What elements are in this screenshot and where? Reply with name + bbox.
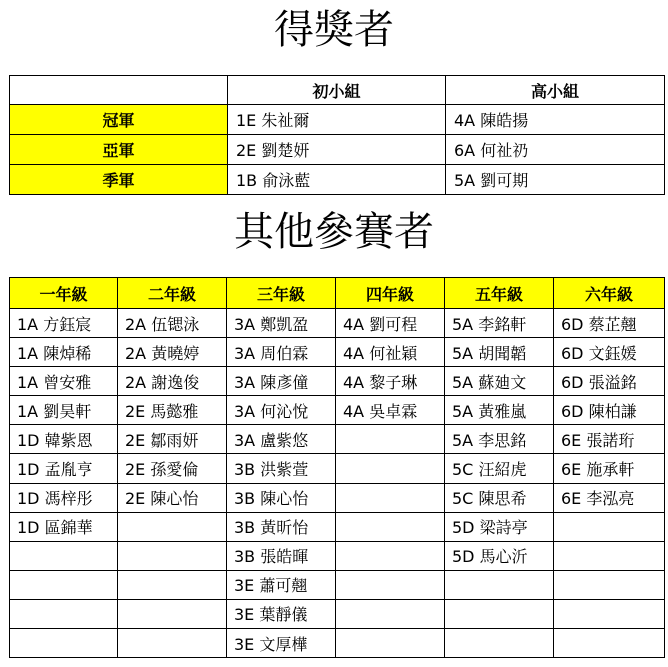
winners-title: 得獎者 bbox=[274, 7, 394, 53]
participant-cell: 3E 文厚樺 bbox=[227, 629, 336, 658]
participant-cell bbox=[10, 570, 118, 599]
participant-cell: 3B 洪紫萱 bbox=[227, 454, 336, 483]
winners-header-row bbox=[10, 76, 665, 105]
winners-row bbox=[10, 135, 665, 165]
participant-cell bbox=[10, 629, 118, 658]
participant-cell: 1D 區錦華 bbox=[10, 512, 118, 541]
participant-cell bbox=[336, 425, 445, 454]
winners-row bbox=[10, 105, 665, 135]
participant-row bbox=[10, 396, 665, 425]
participant-cell: 5A 胡聞韜 bbox=[445, 338, 554, 367]
participant-cell bbox=[554, 570, 665, 599]
place-cell: 冠軍 bbox=[10, 105, 228, 135]
participant-cell: 6E 張諾珩 bbox=[554, 425, 665, 454]
participant-cell: 1A 陳焯稀 bbox=[10, 338, 118, 367]
participant-cell: 1A 方鈺宸 bbox=[10, 309, 118, 338]
participant-cell bbox=[336, 483, 445, 512]
participant-cell bbox=[445, 599, 554, 628]
senior-winner-cell: 5A 劉可期 bbox=[446, 165, 665, 195]
participant-cell: 5C 汪紹虎 bbox=[445, 454, 554, 483]
participant-cell: 6D 陳柏謙 bbox=[554, 396, 665, 425]
winners-header-senior: 高小組 bbox=[446, 76, 665, 105]
grade-header-3: 三年級 bbox=[227, 278, 336, 309]
participant-cell: 6E 施承軒 bbox=[554, 454, 665, 483]
participant-cell: 1D 韓紫恩 bbox=[10, 425, 118, 454]
participant-cell: 1D 馮梓彤 bbox=[10, 483, 118, 512]
participant-cell: 3A 何沁悅 bbox=[227, 396, 336, 425]
participant-cell: 5D 馬心沂 bbox=[445, 541, 554, 570]
participant-cell: 6D 張溢銘 bbox=[554, 367, 665, 396]
participant-cell: 5A 黃雅嵐 bbox=[445, 396, 554, 425]
participant-cell: 1D 孟胤亨 bbox=[10, 454, 118, 483]
place-cell: 季軍 bbox=[10, 165, 228, 195]
participant-cell: 5A 蘇廸文 bbox=[445, 367, 554, 396]
participant-cell: 2A 謝逸俊 bbox=[118, 367, 227, 396]
participant-cell: 3A 陳彥僮 bbox=[227, 367, 336, 396]
participant-row bbox=[10, 512, 665, 541]
participant-cell: 6E 李泓亮 bbox=[554, 483, 665, 512]
participant-cell bbox=[336, 629, 445, 658]
junior-winner-cell: 2E 劉楚妍 bbox=[228, 135, 446, 165]
senior-winner-cell: 6A 何祉礽 bbox=[446, 135, 665, 165]
participant-cell bbox=[10, 541, 118, 570]
participant-cell bbox=[336, 454, 445, 483]
participant-cell bbox=[445, 570, 554, 599]
grade-header-6: 六年級 bbox=[554, 278, 665, 309]
winners-header-blank bbox=[10, 76, 228, 105]
participant-row bbox=[10, 425, 665, 454]
participant-row bbox=[10, 541, 665, 570]
participant-cell: 2E 孫愛倫 bbox=[118, 454, 227, 483]
participant-cell: 5A 李銘軒 bbox=[445, 309, 554, 338]
participant-cell: 3B 黃昕怡 bbox=[227, 512, 336, 541]
participant-row bbox=[10, 483, 665, 512]
participant-row bbox=[10, 599, 665, 628]
winners-row bbox=[10, 165, 665, 195]
participant-cell: 1A 曾安雅 bbox=[10, 367, 118, 396]
participant-row bbox=[10, 454, 665, 483]
participant-cell: 2E 馬懿雅 bbox=[118, 396, 227, 425]
participant-cell: 4A 何祉穎 bbox=[336, 338, 445, 367]
other-participants-title: 其他參賽者 bbox=[234, 209, 434, 255]
participant-cell bbox=[554, 599, 665, 628]
participant-cell bbox=[554, 541, 665, 570]
participant-cell: 5D 梁詩亭 bbox=[445, 512, 554, 541]
grade-header-4: 四年級 bbox=[336, 278, 445, 309]
other-participants-header-row bbox=[10, 278, 665, 309]
winners-header-junior: 初小組 bbox=[228, 76, 446, 105]
participant-cell: 2E 陳心怡 bbox=[118, 483, 227, 512]
participant-cell: 2A 伍锶泳 bbox=[118, 309, 227, 338]
participant-cell bbox=[336, 599, 445, 628]
junior-winner-cell: 1B 俞泳藍 bbox=[228, 165, 446, 195]
participant-cell bbox=[118, 541, 227, 570]
participant-cell bbox=[336, 512, 445, 541]
participant-cell bbox=[118, 629, 227, 658]
participant-cell: 3B 陳心怡 bbox=[227, 483, 336, 512]
participant-row bbox=[10, 570, 665, 599]
participant-cell bbox=[118, 512, 227, 541]
other-participants-table bbox=[9, 277, 665, 658]
participant-cell: 3A 盧紫悠 bbox=[227, 425, 336, 454]
participant-cell: 3A 周伯霖 bbox=[227, 338, 336, 367]
participant-cell: 5A 李思銘 bbox=[445, 425, 554, 454]
participant-cell: 2E 鄒雨妍 bbox=[118, 425, 227, 454]
participant-cell bbox=[554, 629, 665, 658]
participant-cell: 3B 張皓暉 bbox=[227, 541, 336, 570]
participant-cell: 4A 黎子琳 bbox=[336, 367, 445, 396]
participant-cell: 4A 吳卓霖 bbox=[336, 396, 445, 425]
participant-row bbox=[10, 367, 665, 396]
participant-row bbox=[10, 338, 665, 367]
participant-cell bbox=[554, 512, 665, 541]
senior-winner-cell: 4A 陳皓揚 bbox=[446, 105, 665, 135]
participant-cell bbox=[118, 570, 227, 599]
participant-cell bbox=[118, 599, 227, 628]
participant-row bbox=[10, 629, 665, 658]
participant-cell: 4A 劉可程 bbox=[336, 309, 445, 338]
participant-cell: 5C 陳思希 bbox=[445, 483, 554, 512]
place-cell: 亞軍 bbox=[10, 135, 228, 165]
winners-table bbox=[9, 75, 665, 195]
grade-header-2: 二年級 bbox=[118, 278, 227, 309]
participant-cell: 3E 蕭可翹 bbox=[227, 570, 336, 599]
participant-cell: 1A 劉昊軒 bbox=[10, 396, 118, 425]
grade-header-5: 五年級 bbox=[445, 278, 554, 309]
participant-cell bbox=[445, 629, 554, 658]
grade-header-1: 一年級 bbox=[10, 278, 118, 309]
participant-cell: 2A 黃曉婷 bbox=[118, 338, 227, 367]
participant-cell: 3E 葉靜儀 bbox=[227, 599, 336, 628]
participant-cell bbox=[336, 541, 445, 570]
participant-cell: 6D 蔡芷翹 bbox=[554, 309, 665, 338]
participant-cell bbox=[336, 570, 445, 599]
participant-cell bbox=[10, 599, 118, 628]
participant-cell: 3A 鄭凱盈 bbox=[227, 309, 336, 338]
participant-cell: 6D 文鈺媛 bbox=[554, 338, 665, 367]
junior-winner-cell: 1E 朱祉爾 bbox=[228, 105, 446, 135]
participant-row bbox=[10, 309, 665, 338]
